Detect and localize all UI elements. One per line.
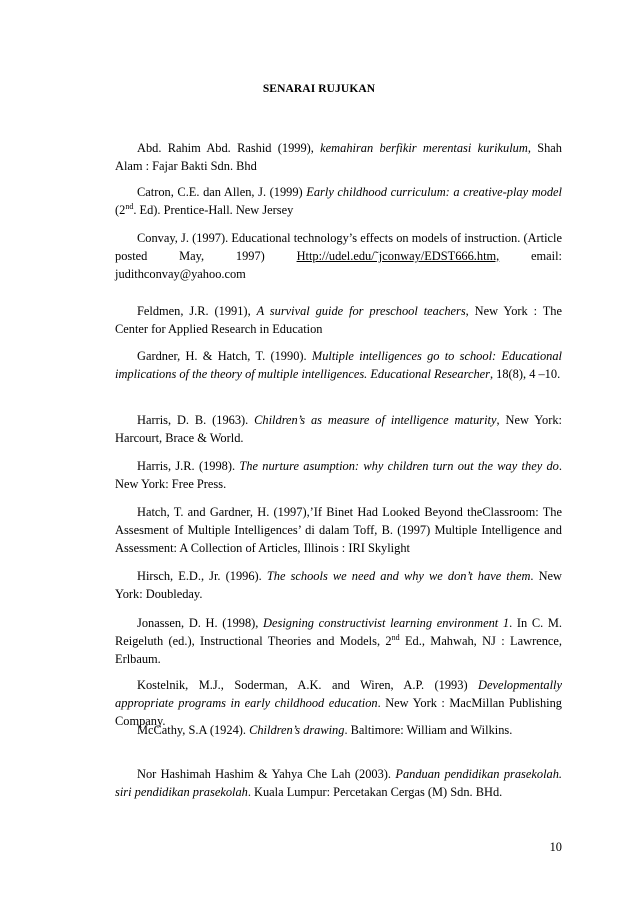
reference-text: kemahiran berfikir merentasi kurikulum: [320, 141, 528, 155]
reference-text: . Ed). Prentice-Hall. New Jersey: [133, 203, 294, 217]
reference-text: (2: [115, 203, 126, 217]
reference-text: Multiple intelligences go to school: Educational implications of the theory of multiple intelligences. Educational Researcher: [115, 349, 562, 381]
reference-text: . In C. M. Reigeluth (ed.), Instructional Theories and Models, 2: [115, 616, 562, 648]
reference-text: Developmentally appropriate programs in early childhood education: [115, 678, 562, 710]
reference-text: Feldmen, J.R. (1991),: [137, 304, 257, 318]
reference-text: Catron, C.E. dan Allen, J. (1999): [137, 185, 307, 199]
reference-text: email: judithconvay@yahoo.com: [115, 249, 562, 281]
reference-text: Jonassen, D. H. (1998),: [137, 616, 264, 630]
reference-text: Nor Hashimah Hashim & Yahya Che Lah (2003).: [137, 767, 396, 781]
reference-text: Ed., Mahwah, NJ : Lawrence, Erlbaum.: [115, 634, 562, 666]
reference-entry: [115, 503, 562, 557]
reference-text: , Shah Alam : Fajar Bakti Sdn. Bhd: [115, 141, 562, 173]
reference-text: , 18(8), 4 –10.: [489, 367, 561, 381]
reference-entry: [115, 229, 562, 283]
reference-text: Kostelnik, M.J., Soderman, A.K. and Wiren, A.P. (1993): [137, 678, 479, 692]
reference-entry: [115, 139, 562, 175]
reference-text: Early childhood curriculum: a creative-play model: [306, 185, 562, 199]
reference-text: Children’s drawing: [249, 723, 345, 737]
reference-text: A survival guide for preschool teachers: [256, 304, 466, 318]
reference-text: Convay, J. (1997). Educational technology’s effects on models of instruction. (Article posted May, 1997): [115, 231, 562, 263]
reference-text: , New York: Harcourt, Brace & World.: [115, 413, 562, 445]
reference-entry: [115, 567, 562, 603]
reference-text: nd: [391, 632, 400, 642]
reference-entry: [115, 347, 562, 383]
reference-text: Harris, J.R. (1998).: [137, 459, 240, 473]
reference-entry: [115, 302, 562, 338]
reference-text: . New York: Free Press.: [115, 459, 562, 491]
reference-text: McCathy, S.A (1924).: [137, 723, 250, 737]
reference-text: Harris, D. B. (1963).: [137, 413, 255, 427]
reference-text: . Baltimore: William and Wilkins.: [344, 723, 513, 737]
reference-text: nd: [125, 201, 134, 211]
reference-text: Panduan pendidikan prasekolah. siri pendidikan prasekolah: [115, 767, 563, 799]
reference-text: Children’s as measure of intelligence maturity: [254, 413, 497, 427]
reference-text: . Kuala Lumpur: Percetakan Cergas (M) Sdn. BHd.: [247, 785, 503, 799]
page-title: SENARAI RUJUKAN: [262, 83, 376, 95]
reference-text: The schools we need and why we don’t have them: [266, 569, 531, 583]
reference-text: Gardner, H. & Hatch, T. (1990).: [137, 349, 312, 363]
reference-text: Hatch, T. and Gardner, H. (1997),’If Binet Had Looked Beyond theClassroom: The Assesment of Multiple Intelligences’ di dalam Toff, B. (1997) Multiple Intelligence and Assessment: A Collection of Articles, Illinois : IRI Skylight: [115, 505, 562, 555]
reference-text: . New York : MacMillan Publishing Company.: [115, 696, 562, 728]
reference-link[interactable]: Http://udel.edu/˜jconway/EDST666.htm,: [296, 249, 500, 263]
reference-entry: [115, 411, 562, 447]
reference-entry: [115, 457, 562, 493]
reference-entry: [115, 765, 562, 801]
reference-entry: [115, 721, 562, 739]
reference-text: . New York: Doubleday.: [115, 569, 562, 601]
reference-text: , New York : The Center for Applied Research in Education: [115, 304, 562, 336]
reference-entry: [115, 183, 562, 219]
reference-text: The nurture asumption: why children turn out the way they do: [239, 459, 559, 473]
reference-text: Hirsch, E.D., Jr. (1996).: [137, 569, 267, 583]
page-number: 10: [549, 840, 562, 854]
reference-entry: [115, 614, 562, 668]
reference-text: Designing constructivist learning environment 1: [263, 616, 510, 630]
reference-text: Abd. Rahim Abd. Rashid (1999),: [137, 141, 321, 155]
